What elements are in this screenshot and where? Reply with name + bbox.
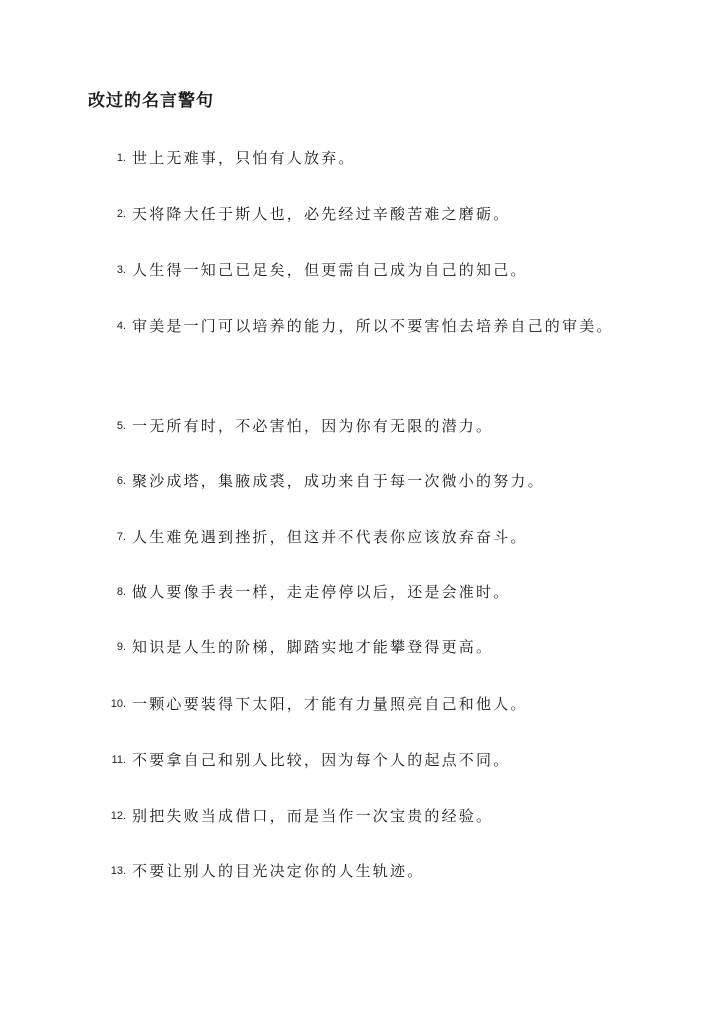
item-text: 世上无难事，只怕有人放弃。: [132, 149, 356, 167]
item-text: 审美是一门可以培养的能力，所以不要害怕去培养自己的审美。: [132, 317, 614, 335]
document-title: 改过的名言警句: [88, 91, 214, 111]
item-number: 10.: [110, 698, 126, 710]
item-number: 8.: [116, 586, 126, 598]
item-text: 别把失败当成借口，而是当作一次宝贵的经验。: [132, 807, 494, 825]
item-number: 3.: [116, 264, 126, 276]
item-text: 一无所有时，不必害怕，因为你有无限的潜力。: [132, 417, 494, 435]
item-text: 不要让别人的目光决定你的人生轨迹。: [132, 862, 425, 880]
item-number: 13.: [110, 865, 126, 877]
item-number: 6.: [116, 475, 126, 487]
item-number: 4.: [116, 320, 126, 332]
item-text: 知识是人生的阶梯，脚踏实地才能攀登得更高。: [132, 638, 494, 656]
item-text: 天将降大任于斯人也，必先经过辛酸苦难之磨砺。: [132, 205, 511, 223]
item-text: 聚沙成塔，集腋成裘，成功来自于每一次微小的努力。: [132, 472, 545, 490]
item-text: 人生得一知己已足矣，但更需自己成为自己的知己。: [132, 261, 528, 279]
item-text: 人生难免遇到挫折，但这并不代表你应该放弃奋斗。: [132, 528, 528, 546]
item-text: 不要拿自己和别人比较，因为每个人的起点不同。: [132, 751, 511, 769]
item-number: 12.: [110, 810, 126, 822]
item-number: 7.: [116, 531, 126, 543]
item-number: 1.: [116, 152, 126, 164]
item-number: 11.: [111, 754, 126, 766]
item-number: 2.: [116, 208, 126, 220]
item-text: 一颗心要装得下太阳，才能有力量照亮自己和他人。: [132, 695, 528, 713]
item-number: 9.: [116, 641, 126, 653]
item-number: 5.: [116, 420, 126, 432]
item-text: 做人要像手表一样，走走停停以后，还是会准时。: [132, 583, 511, 601]
